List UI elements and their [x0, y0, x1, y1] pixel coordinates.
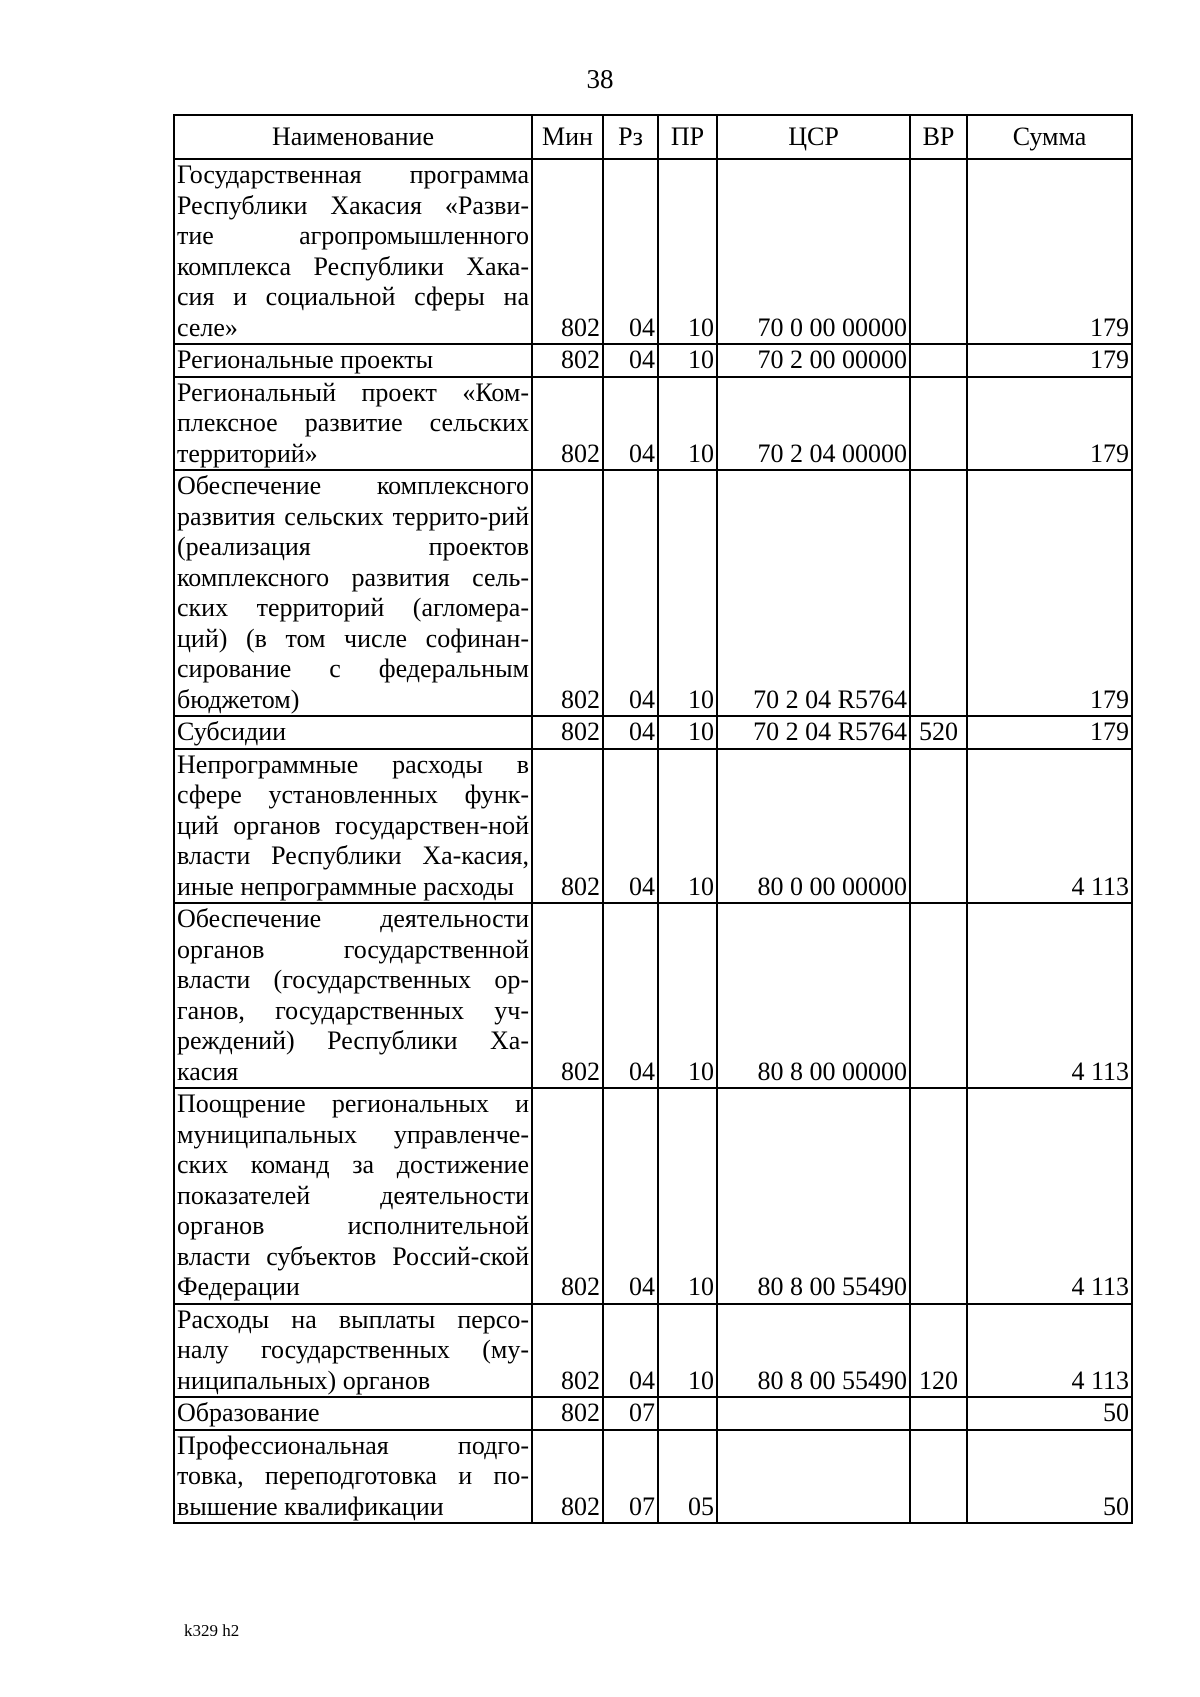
row-csr: 80 8 00 55490 [717, 1088, 910, 1304]
row-pr: 10 [658, 903, 717, 1088]
table-row [174, 1304, 1132, 1398]
header-min: Мин [532, 115, 603, 159]
row-min: 802 [532, 1430, 603, 1524]
table-row [174, 716, 1132, 749]
header-rz: Рз [603, 115, 658, 159]
row-pr: 10 [658, 344, 717, 377]
row-vr [910, 377, 967, 471]
row-vr: 520 [910, 716, 967, 749]
header-pr: ПР [658, 115, 717, 159]
row-rz: 04 [603, 716, 658, 749]
row-name: Расходы на выплаты персо-налу государственных (му-ниципальных) органов [174, 1304, 532, 1398]
table-row [174, 903, 1132, 1088]
row-sum: 50 [967, 1397, 1132, 1430]
row-min: 802 [532, 716, 603, 749]
table-row [174, 1430, 1132, 1524]
row-min: 802 [532, 344, 603, 377]
row-csr: 80 8 00 55490 [717, 1304, 910, 1398]
table-body [174, 159, 1132, 1523]
row-vr [910, 749, 967, 904]
row-vr [910, 159, 967, 344]
row-pr [658, 1397, 717, 1430]
row-min: 802 [532, 1088, 603, 1304]
header-name: Наименование [174, 115, 532, 159]
row-pr: 10 [658, 470, 717, 716]
row-rz: 04 [603, 377, 658, 471]
header-csr: ЦСР [717, 115, 910, 159]
row-min: 802 [532, 903, 603, 1088]
row-rz: 04 [603, 749, 658, 904]
document-code: k329 h2 [184, 1621, 240, 1640]
row-pr: 10 [658, 716, 717, 749]
row-vr [910, 1088, 967, 1304]
row-sum: 179 [967, 470, 1132, 716]
table-row [174, 377, 1132, 471]
row-pr: 10 [658, 1088, 717, 1304]
row-rz: 07 [603, 1430, 658, 1524]
row-vr [910, 1430, 967, 1524]
row-csr: 80 8 00 00000 [717, 903, 910, 1088]
row-csr: 70 2 04 R5764 [717, 470, 910, 716]
table-row [174, 344, 1132, 377]
row-name: Обеспечение комплексного развития сельских террито-рий (реализация проектов комплексного развития сель-ских территорий (агломера-ций) (в том числе софинан-сирование с федеральным бюджетом) [174, 470, 532, 716]
table-row [174, 159, 1132, 344]
row-pr: 10 [658, 159, 717, 344]
row-rz: 04 [603, 1304, 658, 1398]
row-rz: 04 [603, 1088, 658, 1304]
row-name: Обеспечение деятельности органов государственной власти (государственных ор-ганов, государственных уч-реждений) Республики Ха-касия [174, 903, 532, 1088]
row-vr [910, 470, 967, 716]
row-min: 802 [532, 1304, 603, 1398]
row-sum: 179 [967, 377, 1132, 471]
row-sum: 179 [967, 716, 1132, 749]
row-csr: 70 2 00 00000 [717, 344, 910, 377]
row-sum: 179 [967, 159, 1132, 344]
row-rz: 04 [603, 903, 658, 1088]
row-csr: 70 2 04 R5764 [717, 716, 910, 749]
row-vr [910, 344, 967, 377]
row-pr: 10 [658, 749, 717, 904]
row-name: Государственная программа Республики Хакасия «Разви-тие агропромышленного комплекса Республики Хака-сия и социальной сферы на селе» [174, 159, 532, 344]
header-sum: Сумма [967, 115, 1132, 159]
row-sum: 4 113 [967, 1304, 1132, 1398]
row-min: 802 [532, 1397, 603, 1430]
row-csr: 70 2 04 00000 [717, 377, 910, 471]
row-name: Непрограммные расходы в сфере установленных функ-ций органов государствен-ной власти Республики Ха-касия, иные непрограммные расходы [174, 749, 532, 904]
row-name: Поощрение региональных и муниципальных управленче-ских команд за достижение показателей деятельности органов исполнительной власти субъектов Россий-ской Федерации [174, 1088, 532, 1304]
row-name: Региональные проекты [174, 344, 532, 377]
row-rz: 04 [603, 470, 658, 716]
header-row [174, 115, 1132, 159]
row-min: 802 [532, 159, 603, 344]
row-csr [717, 1430, 910, 1524]
table-row [174, 1397, 1132, 1430]
row-sum: 50 [967, 1430, 1132, 1524]
row-name: Региональный проект «Ком-плексное развитие сельских территорий» [174, 377, 532, 471]
table-row [174, 1088, 1132, 1304]
row-vr [910, 1397, 967, 1430]
row-pr: 10 [658, 377, 717, 471]
row-name: Субсидии [174, 716, 532, 749]
table-row [174, 470, 1132, 716]
table-header [174, 115, 1132, 159]
row-csr: 70 0 00 00000 [717, 159, 910, 344]
table-row [174, 749, 1132, 904]
row-sum: 4 113 [967, 1088, 1132, 1304]
row-min: 802 [532, 470, 603, 716]
row-pr: 05 [658, 1430, 717, 1524]
budget-table [173, 114, 1133, 1524]
row-pr: 10 [658, 1304, 717, 1398]
header-vr: ВР [910, 115, 967, 159]
row-min: 802 [532, 749, 603, 904]
row-name: Профессиональная подго-товка, переподготовка и по-вышение квалификации [174, 1430, 532, 1524]
row-vr [910, 903, 967, 1088]
page-number: 38 [586, 64, 614, 94]
row-min: 802 [532, 377, 603, 471]
row-rz: 04 [603, 159, 658, 344]
row-csr: 80 0 00 00000 [717, 749, 910, 904]
row-rz: 04 [603, 344, 658, 377]
row-sum: 179 [967, 344, 1132, 377]
row-vr: 120 [910, 1304, 967, 1398]
row-sum: 4 113 [967, 749, 1132, 904]
row-name: Образование [174, 1397, 532, 1430]
row-sum: 4 113 [967, 903, 1132, 1088]
row-csr [717, 1397, 910, 1430]
row-rz: 07 [603, 1397, 658, 1430]
